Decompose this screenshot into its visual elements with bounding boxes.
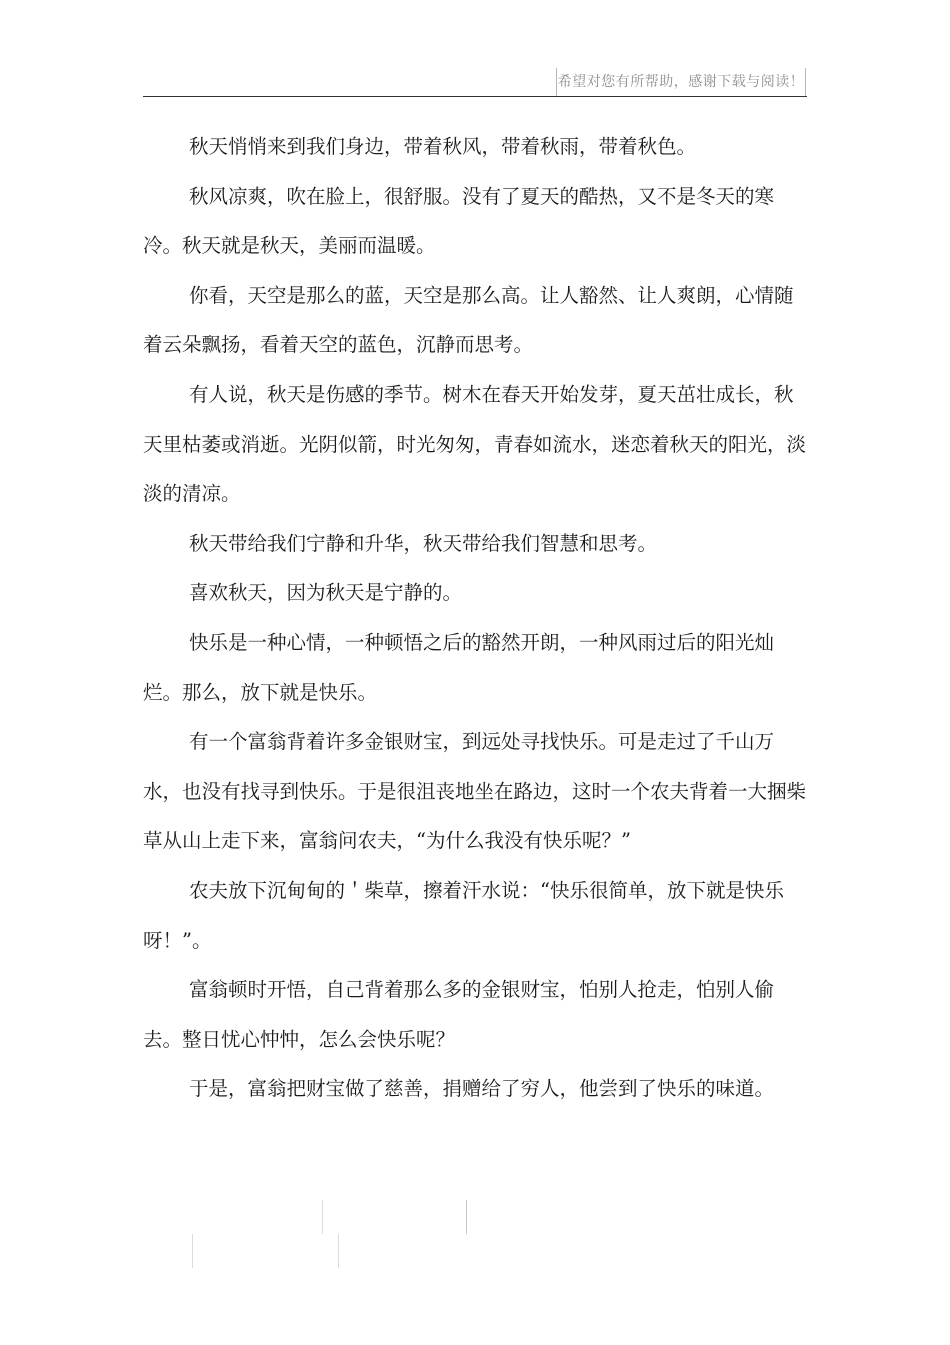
table-border-fragment	[322, 1200, 323, 1234]
paragraph: 快乐是一种心情，一种顿悟之后的豁然开朗，一种风雨过后的阳光灿烂。那么，放下就是快乐。	[143, 630, 775, 704]
paragraph: 秋天带给我们宁静和升华，秋天带给我们智慧和思考。	[189, 531, 658, 555]
header-divider	[143, 96, 807, 97]
table-border-fragment	[338, 1234, 339, 1268]
article-body	[143, 122, 811, 1114]
paragraph: 有人说，秋天是伤感的季节。树木在春天开始发芽，夏天茁壮成长，秋天里枯萎或消逝。光阴似箭，时光匆匆，青春如流水，迷恋着秋天的阳光，淡淡的清凉。	[143, 382, 807, 506]
paragraph: 秋风凉爽，吹在脸上，很舒服。没有了夏天的酷热，又不是冬天的寒冷。秋天就是秋天，美丽而温暖。	[143, 184, 775, 258]
paragraph: 于是，富翁把财宝做了慈善，捐赠给了穷人，他尝到了快乐的味道。	[189, 1077, 775, 1101]
paragraph: 秋天悄悄来到我们身边，带着秋风，带着秋雨，带着秋色。	[189, 135, 697, 158]
paragraph: 富翁顿时开悟，自己背着那么多的金银财宝，怕别人抢走，怕别人偷去。整日忧心忡忡，怎么会快乐呢？	[143, 978, 775, 1051]
table-border-fragment	[192, 1234, 193, 1268]
paragraph: 有一个富翁背着许多金银财宝，到远处寻找快乐。可是走过了千山万水，也没有找寻到快乐。于是很沮丧地坐在路边，这时一个农夫背着一大捆柴草从山上走下来，富翁问农夫，“为什么我没有快乐呢？”	[143, 730, 807, 853]
table-border-fragment	[466, 1200, 467, 1234]
paragraph: 你看，天空是那么的蓝，天空是那么高。让人豁然、让人爽朗，心情随着云朵飘扬，看着天空的蓝色，沉静而思考。	[143, 283, 794, 357]
header-note: 希望对您有所帮助，感谢下载与阅读！	[556, 68, 806, 96]
paragraph: 农夫放下沉甸甸的＇柴草，擦着汗水说：“快乐很简单，放下就是快乐呀！”。	[143, 878, 784, 952]
paragraph: 喜欢秋天，因为秋天是宁静的。	[189, 581, 463, 605]
